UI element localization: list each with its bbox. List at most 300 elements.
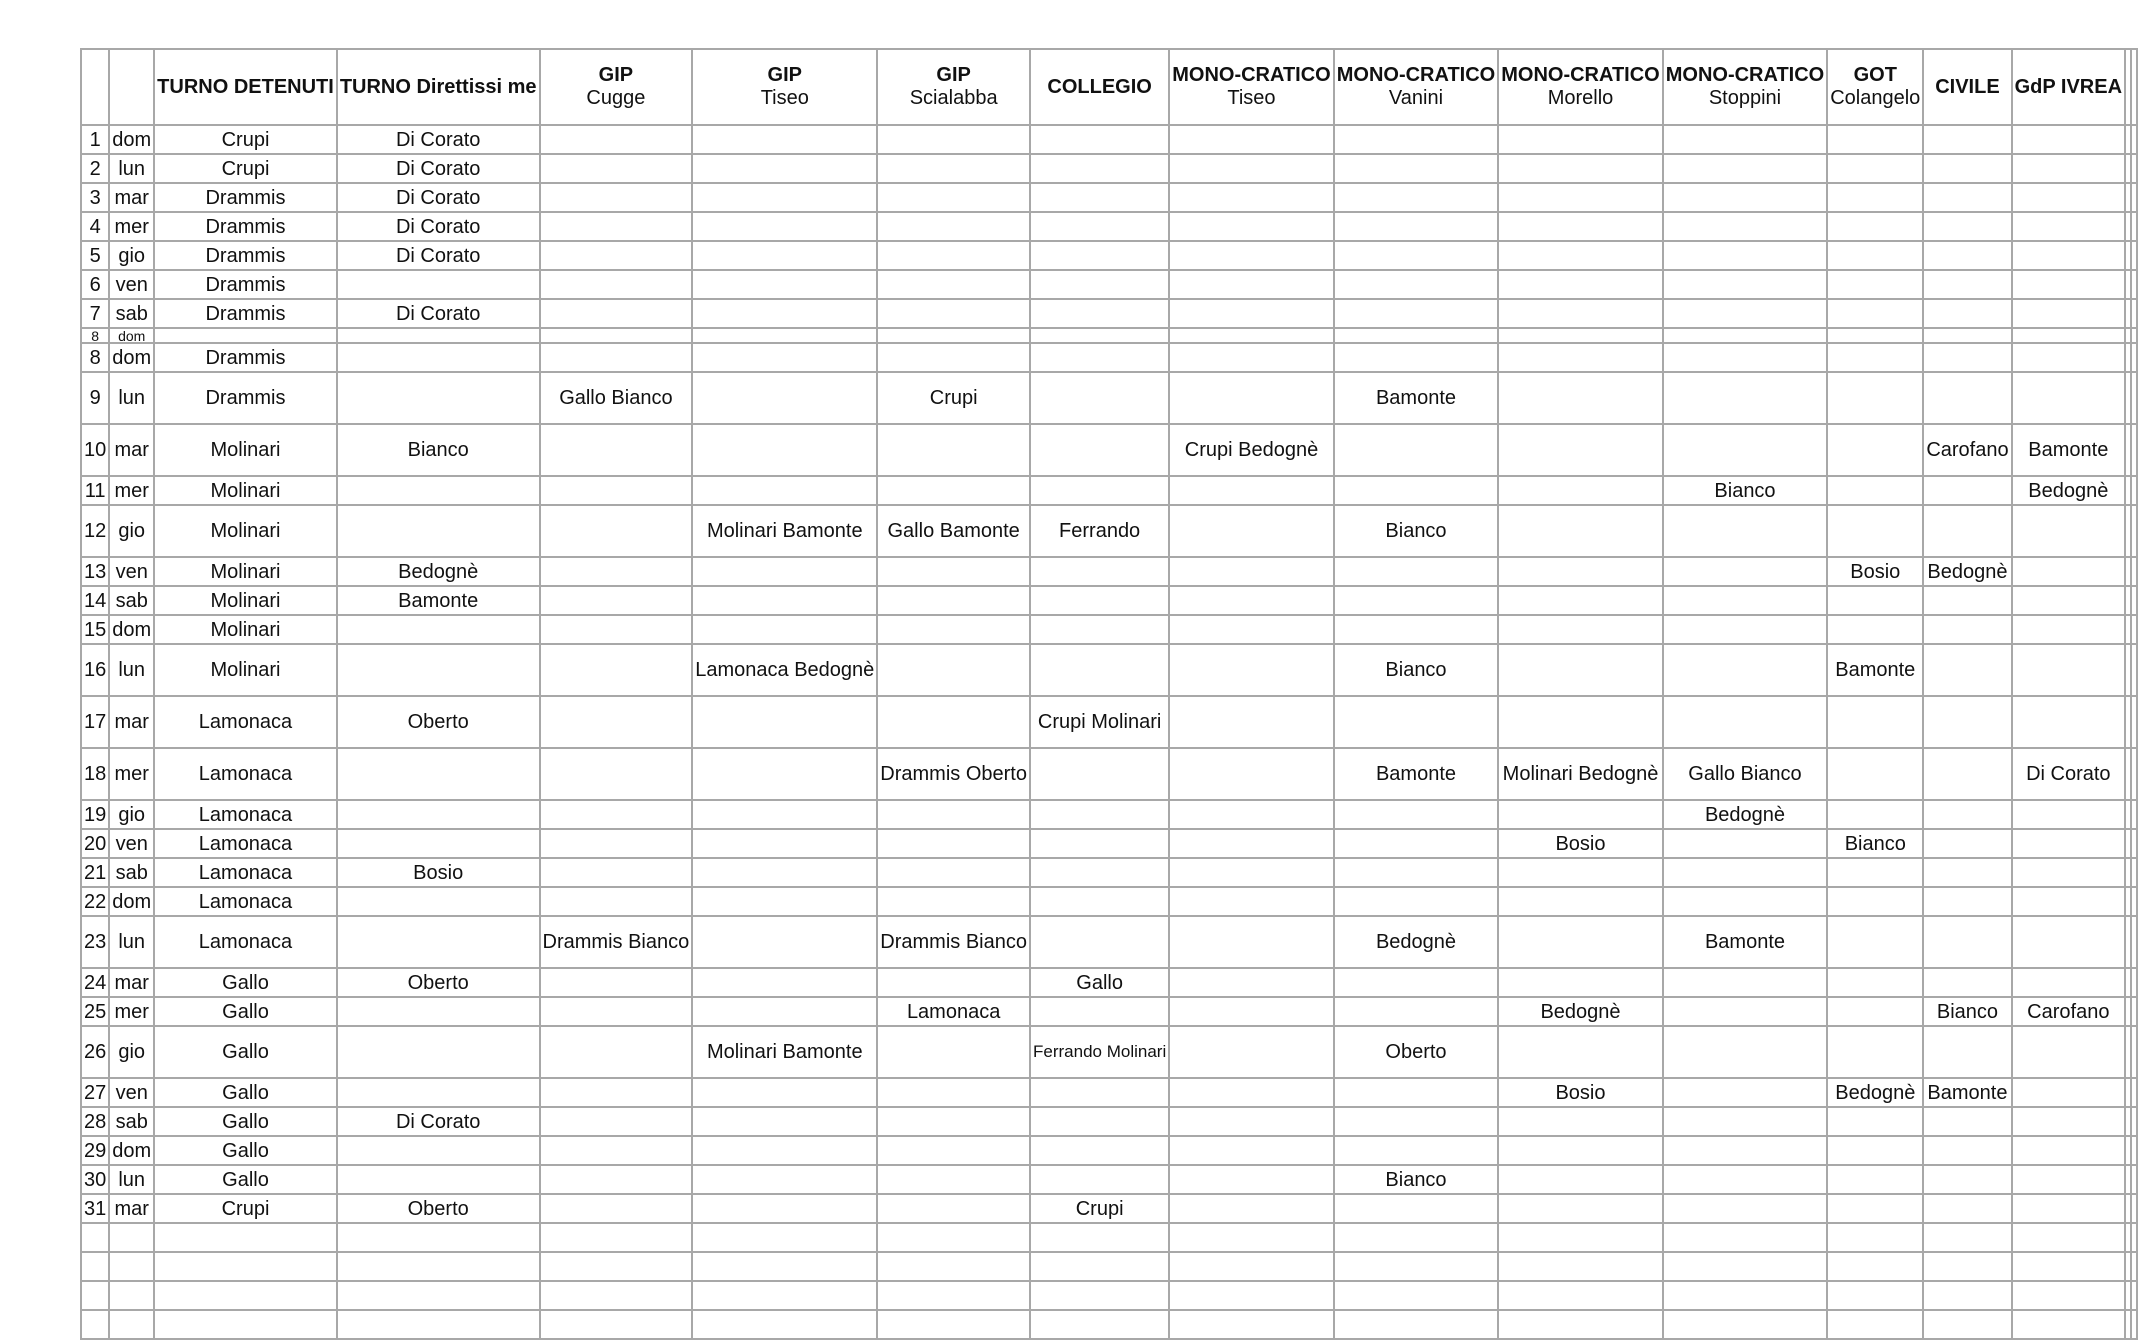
assignment-cell[interactable] [1663,505,1828,557]
assignment-cell[interactable] [2131,1136,2137,1165]
assignment-cell[interactable] [1030,748,1169,800]
day-number-cell[interactable]: 20 [81,829,109,858]
assignment-cell[interactable] [1169,1223,1334,1252]
assignment-cell[interactable] [1334,299,1499,328]
weekday-cell[interactable]: dom [109,343,154,372]
assignment-cell[interactable] [337,270,540,299]
assignment-cell[interactable] [2131,1281,2137,1310]
assignment-cell[interactable]: Bedognè [2012,476,2125,505]
assignment-cell[interactable] [2012,372,2125,424]
assignment-cell[interactable] [1827,1281,1923,1310]
assignment-cell[interactable]: Gallo [154,1078,337,1107]
assignment-cell[interactable]: Molinari [154,586,337,615]
day-number-cell[interactable]: 18 [81,748,109,800]
assignment-cell[interactable]: Gallo [154,1136,337,1165]
assignment-cell[interactable] [337,997,540,1026]
assignment-cell[interactable] [877,183,1030,212]
assignment-cell[interactable] [2131,858,2137,887]
assignment-cell[interactable] [1334,997,1499,1026]
assignment-cell[interactable] [540,644,693,696]
assignment-cell[interactable] [540,748,693,800]
assignment-cell[interactable] [1663,424,1828,476]
assignment-cell[interactable] [2012,916,2125,968]
assignment-cell[interactable] [337,1165,540,1194]
assignment-cell[interactable]: Crupi [154,125,337,154]
day-number-cell[interactable]: 10 [81,424,109,476]
assignment-cell[interactable] [1923,615,2011,644]
weekday-cell[interactable] [109,1223,154,1252]
assignment-cell[interactable] [1663,586,1828,615]
day-number-cell[interactable]: 19 [81,800,109,829]
assignment-cell[interactable] [1827,372,1923,424]
assignment-cell[interactable] [1030,997,1169,1026]
assignment-cell[interactable] [1827,696,1923,748]
assignment-cell[interactable]: Di Corato [337,154,540,183]
assignment-cell[interactable] [1923,1252,2011,1281]
column-header[interactable] [81,49,109,125]
assignment-cell[interactable] [1169,1310,1334,1339]
assignment-cell[interactable] [540,183,693,212]
assignment-cell[interactable] [692,858,877,887]
assignment-cell[interactable] [2012,1165,2125,1194]
assignment-cell[interactable] [1827,968,1923,997]
assignment-cell[interactable] [877,1078,1030,1107]
day-number-cell[interactable]: 6 [81,270,109,299]
weekday-cell[interactable]: lun [109,372,154,424]
assignment-cell[interactable]: Bianco [337,424,540,476]
assignment-cell[interactable] [1498,586,1663,615]
assignment-cell[interactable] [1923,1223,2011,1252]
assignment-cell[interactable] [2012,154,2125,183]
assignment-cell[interactable] [1169,343,1334,372]
assignment-cell[interactable] [1827,299,1923,328]
assignment-cell[interactable]: Bedognè [1334,916,1499,968]
day-number-cell[interactable]: 1 [81,125,109,154]
assignment-cell[interactable]: Bianco [1827,829,1923,858]
column-header[interactable] [154,49,337,125]
assignment-cell[interactable] [1923,125,2011,154]
column-header[interactable] [877,49,1030,125]
assignment-cell[interactable] [1334,1194,1499,1223]
assignment-cell[interactable] [337,829,540,858]
assignment-cell[interactable]: Molinari Bamonte [692,1026,877,1078]
assignment-cell[interactable] [692,1194,877,1223]
weekday-cell[interactable]: dom [109,125,154,154]
assignment-cell[interactable] [2012,968,2125,997]
assignment-cell[interactable] [877,1281,1030,1310]
weekday-cell[interactable]: sab [109,1107,154,1136]
assignment-cell[interactable] [1923,154,2011,183]
assignment-cell[interactable] [2131,1078,2137,1107]
assignment-cell[interactable] [692,1107,877,1136]
assignment-cell[interactable] [1663,241,1828,270]
assignment-cell[interactable]: Gallo [154,1107,337,1136]
assignment-cell[interactable] [877,586,1030,615]
assignment-cell[interactable] [1030,299,1169,328]
assignment-cell[interactable] [2012,1136,2125,1165]
assignment-cell[interactable] [1663,1026,1828,1078]
weekday-cell[interactable]: dom [109,328,154,343]
assignment-cell[interactable] [1923,372,2011,424]
assignment-cell[interactable]: Gallo Bianco [1663,748,1828,800]
assignment-cell[interactable]: Bedognè [1498,997,1663,1026]
assignment-cell[interactable]: Crupi Bedognè [1169,424,1334,476]
assignment-cell[interactable]: Bianco [1923,997,2011,1026]
assignment-cell[interactable] [1334,1223,1499,1252]
assignment-cell[interactable] [337,476,540,505]
day-number-cell[interactable]: 11 [81,476,109,505]
weekday-cell[interactable]: ven [109,270,154,299]
assignment-cell[interactable] [692,557,877,586]
assignment-cell[interactable] [1169,644,1334,696]
weekday-cell[interactable]: gio [109,241,154,270]
assignment-cell[interactable] [337,1310,540,1339]
column-header[interactable] [1030,49,1169,125]
assignment-cell[interactable] [692,343,877,372]
day-number-cell[interactable]: 12 [81,505,109,557]
assignment-cell[interactable] [2012,241,2125,270]
assignment-cell[interactable] [1498,125,1663,154]
assignment-cell[interactable] [540,1107,693,1136]
weekday-cell[interactable]: mer [109,476,154,505]
assignment-cell[interactable]: Molinari [154,615,337,644]
assignment-cell[interactable]: Drammis [154,212,337,241]
assignment-cell[interactable] [2012,270,2125,299]
assignment-cell[interactable] [2131,916,2137,968]
assignment-cell[interactable] [2012,696,2125,748]
assignment-cell[interactable] [337,916,540,968]
assignment-cell[interactable] [1663,299,1828,328]
assignment-cell[interactable] [154,328,337,343]
assignment-cell[interactable] [540,586,693,615]
assignment-cell[interactable]: Bamonte [337,586,540,615]
day-number-cell[interactable] [81,1252,109,1281]
assignment-cell[interactable] [877,887,1030,916]
assignment-cell[interactable] [1169,916,1334,968]
assignment-cell[interactable]: Bosio [1498,829,1663,858]
assignment-cell[interactable] [1169,1252,1334,1281]
assignment-cell[interactable] [1923,968,2011,997]
assignment-cell[interactable] [540,557,693,586]
assignment-cell[interactable] [2131,1194,2137,1223]
assignment-cell[interactable] [1923,299,2011,328]
assignment-cell[interactable] [1030,1107,1169,1136]
assignment-cell[interactable] [1169,1107,1334,1136]
assignment-cell[interactable] [2131,1107,2137,1136]
assignment-cell[interactable] [1498,1252,1663,1281]
assignment-cell[interactable] [1827,212,1923,241]
assignment-cell[interactable] [692,372,877,424]
assignment-cell[interactable] [337,1223,540,1252]
assignment-cell[interactable] [2131,125,2137,154]
day-number-cell[interactable]: 15 [81,615,109,644]
assignment-cell[interactable]: Drammis Oberto [877,748,1030,800]
assignment-cell[interactable] [154,1252,337,1281]
day-number-cell[interactable]: 23 [81,916,109,968]
assignment-cell[interactable] [692,154,877,183]
assignment-cell[interactable] [1923,505,2011,557]
assignment-cell[interactable]: Lamonaca [154,829,337,858]
assignment-cell[interactable] [1169,887,1334,916]
assignment-cell[interactable]: Drammis [154,372,337,424]
assignment-cell[interactable] [1169,997,1334,1026]
assignment-cell[interactable] [692,696,877,748]
weekday-cell[interactable]: lun [109,916,154,968]
day-number-cell[interactable]: 28 [81,1107,109,1136]
assignment-cell[interactable] [1334,1107,1499,1136]
day-number-cell[interactable]: 4 [81,212,109,241]
assignment-cell[interactable] [692,476,877,505]
assignment-cell[interactable] [2131,476,2137,505]
assignment-cell[interactable]: Bamonte [1334,372,1499,424]
weekday-cell[interactable] [109,1252,154,1281]
assignment-cell[interactable] [1030,1136,1169,1165]
assignment-cell[interactable] [337,343,540,372]
assignment-cell[interactable] [692,1136,877,1165]
assignment-cell[interactable] [2012,858,2125,887]
weekday-cell[interactable]: mar [109,696,154,748]
assignment-cell[interactable] [2012,1107,2125,1136]
assignment-cell[interactable] [1498,696,1663,748]
assignment-cell[interactable]: Bamonte [1663,916,1828,968]
assignment-cell[interactable] [1663,372,1828,424]
assignment-cell[interactable] [1030,372,1169,424]
assignment-cell[interactable] [2131,183,2137,212]
assignment-cell[interactable] [1030,800,1169,829]
assignment-cell[interactable] [692,212,877,241]
assignment-cell[interactable] [540,505,693,557]
assignment-cell[interactable] [154,1310,337,1339]
assignment-cell[interactable] [877,1223,1030,1252]
assignment-cell[interactable]: Gallo [154,1165,337,1194]
assignment-cell[interactable] [1169,1078,1334,1107]
assignment-cell[interactable]: Di Corato [337,212,540,241]
assignment-cell[interactable] [540,1223,693,1252]
assignment-cell[interactable] [337,615,540,644]
assignment-cell[interactable]: Bedognè [1923,557,2011,586]
assignment-cell[interactable] [2131,997,2137,1026]
assignment-cell[interactable] [337,1252,540,1281]
assignment-cell[interactable]: Lamonaca [154,748,337,800]
assignment-cell[interactable]: Drammis Bianco [540,916,693,968]
day-number-cell[interactable]: 22 [81,887,109,916]
assignment-cell[interactable] [1923,212,2011,241]
assignment-cell[interactable] [692,1078,877,1107]
assignment-cell[interactable] [692,1223,877,1252]
assignment-cell[interactable] [1169,505,1334,557]
assignment-cell[interactable] [1923,1281,2011,1310]
assignment-cell[interactable] [154,1281,337,1310]
column-header[interactable] [1334,49,1499,125]
assignment-cell[interactable]: Di Corato [337,299,540,328]
assignment-cell[interactable] [1169,125,1334,154]
assignment-cell[interactable] [1334,1252,1499,1281]
assignment-cell[interactable] [1334,241,1499,270]
assignment-cell[interactable] [2012,586,2125,615]
assignment-cell[interactable] [1498,343,1663,372]
assignment-cell[interactable] [1923,696,2011,748]
assignment-cell[interactable] [692,183,877,212]
assignment-cell[interactable] [1498,424,1663,476]
assignment-cell[interactable] [877,1310,1030,1339]
assignment-cell[interactable] [877,968,1030,997]
assignment-cell[interactable] [337,372,540,424]
assignment-cell[interactable] [1663,858,1828,887]
assignment-cell[interactable]: Lamonaca [154,696,337,748]
assignment-cell[interactable] [1663,183,1828,212]
column-header[interactable] [1663,49,1828,125]
assignment-cell[interactable] [1663,270,1828,299]
assignment-cell[interactable] [540,154,693,183]
assignment-cell[interactable] [1923,241,2011,270]
assignment-cell[interactable] [1827,505,1923,557]
weekday-cell[interactable]: mar [109,1194,154,1223]
assignment-cell[interactable] [877,1026,1030,1078]
assignment-cell[interactable] [1169,800,1334,829]
assignment-cell[interactable] [1030,644,1169,696]
assignment-cell[interactable] [540,1281,693,1310]
assignment-cell[interactable] [540,615,693,644]
assignment-cell[interactable] [1169,183,1334,212]
assignment-cell[interactable] [2131,328,2137,343]
assignment-cell[interactable] [2131,299,2137,328]
day-number-cell[interactable]: 31 [81,1194,109,1223]
assignment-cell[interactable] [1663,887,1828,916]
assignment-cell[interactable] [2131,586,2137,615]
day-number-cell[interactable]: 24 [81,968,109,997]
assignment-cell[interactable] [877,557,1030,586]
assignment-cell[interactable] [1827,1310,1923,1339]
assignment-cell[interactable] [1827,125,1923,154]
assignment-cell[interactable]: Di Corato [337,1107,540,1136]
assignment-cell[interactable] [1923,1310,2011,1339]
column-header[interactable] [1169,49,1334,125]
assignment-cell[interactable] [2131,1310,2137,1339]
assignment-cell[interactable]: Lamonaca Bedognè [692,644,877,696]
assignment-cell[interactable] [877,212,1030,241]
assignment-cell[interactable] [1827,1026,1923,1078]
assignment-cell[interactable] [1334,212,1499,241]
assignment-cell[interactable] [877,476,1030,505]
assignment-cell[interactable] [2012,1026,2125,1078]
assignment-cell[interactable]: Drammis [154,270,337,299]
assignment-cell[interactable]: Bosio [1827,557,1923,586]
column-header[interactable] [109,49,154,125]
assignment-cell[interactable] [337,1281,540,1310]
assignment-cell[interactable] [540,328,693,343]
assignment-cell[interactable]: Molinari [154,557,337,586]
assignment-cell[interactable]: Crupi [1030,1194,1169,1223]
assignment-cell[interactable]: Di Corato [337,125,540,154]
assignment-cell[interactable] [2012,212,2125,241]
assignment-cell[interactable] [692,887,877,916]
assignment-cell[interactable] [692,1310,877,1339]
assignment-cell[interactable] [877,615,1030,644]
assignment-cell[interactable] [1169,1281,1334,1310]
day-number-cell[interactable]: 17 [81,696,109,748]
assignment-cell[interactable] [154,1223,337,1252]
assignment-cell[interactable]: Bianco [1334,505,1499,557]
assignment-cell[interactable] [1498,183,1663,212]
column-header[interactable] [540,49,693,125]
assignment-cell[interactable] [692,997,877,1026]
assignment-cell[interactable] [1334,328,1499,343]
assignment-cell[interactable] [1169,299,1334,328]
weekday-cell[interactable]: dom [109,1136,154,1165]
column-header[interactable] [337,49,540,125]
assignment-cell[interactable] [1498,1281,1663,1310]
assignment-cell[interactable] [1663,557,1828,586]
assignment-cell[interactable] [1498,1026,1663,1078]
assignment-cell[interactable] [540,1078,693,1107]
assignment-cell[interactable] [1030,1223,1169,1252]
assignment-cell[interactable] [1923,1194,2011,1223]
assignment-cell[interactable] [877,829,1030,858]
assignment-cell[interactable] [1498,1223,1663,1252]
assignment-cell[interactable]: Molinari [154,424,337,476]
assignment-cell[interactable] [1030,343,1169,372]
assignment-cell[interactable] [1827,1194,1923,1223]
assignment-cell[interactable] [1498,916,1663,968]
assignment-cell[interactable] [692,241,877,270]
assignment-cell[interactable] [1923,328,2011,343]
weekday-cell[interactable]: mar [109,424,154,476]
assignment-cell[interactable]: Bianco [1663,476,1828,505]
assignment-cell[interactable] [1498,270,1663,299]
assignment-cell[interactable] [2012,183,2125,212]
assignment-cell[interactable] [1030,241,1169,270]
assignment-cell[interactable]: Bosio [337,858,540,887]
assignment-cell[interactable] [877,1252,1030,1281]
assignment-cell[interactable] [1030,183,1169,212]
assignment-cell[interactable] [1827,586,1923,615]
assignment-cell[interactable] [1923,916,2011,968]
assignment-cell[interactable] [1827,1252,1923,1281]
assignment-cell[interactable] [877,1136,1030,1165]
assignment-cell[interactable]: Gallo [154,968,337,997]
assignment-cell[interactable]: Di Corato [337,183,540,212]
assignment-cell[interactable] [1498,505,1663,557]
assignment-cell[interactable] [1030,1310,1169,1339]
assignment-cell[interactable] [540,1026,693,1078]
assignment-cell[interactable] [337,748,540,800]
column-header[interactable] [2131,49,2137,125]
assignment-cell[interactable] [1498,328,1663,343]
assignment-cell[interactable] [692,800,877,829]
assignment-cell[interactable] [337,328,540,343]
weekday-cell[interactable]: lun [109,154,154,183]
assignment-cell[interactable] [1498,372,1663,424]
assignment-cell[interactable] [2012,644,2125,696]
assignment-cell[interactable] [2131,968,2137,997]
assignment-cell[interactable]: Molinari [154,644,337,696]
day-number-cell[interactable]: 7 [81,299,109,328]
weekday-cell[interactable]: mer [109,212,154,241]
assignment-cell[interactable] [877,343,1030,372]
assignment-cell[interactable] [540,829,693,858]
column-header[interactable] [1498,49,1663,125]
weekday-cell[interactable]: sab [109,858,154,887]
assignment-cell[interactable]: Crupi [154,1194,337,1223]
assignment-cell[interactable] [1030,476,1169,505]
assignment-cell[interactable] [1334,1310,1499,1339]
assignment-cell[interactable] [540,299,693,328]
assignment-cell[interactable] [2131,343,2137,372]
assignment-cell[interactable] [2131,424,2137,476]
weekday-cell[interactable]: gio [109,800,154,829]
assignment-cell[interactable]: Oberto [337,1194,540,1223]
assignment-cell[interactable]: Bamonte [1827,644,1923,696]
